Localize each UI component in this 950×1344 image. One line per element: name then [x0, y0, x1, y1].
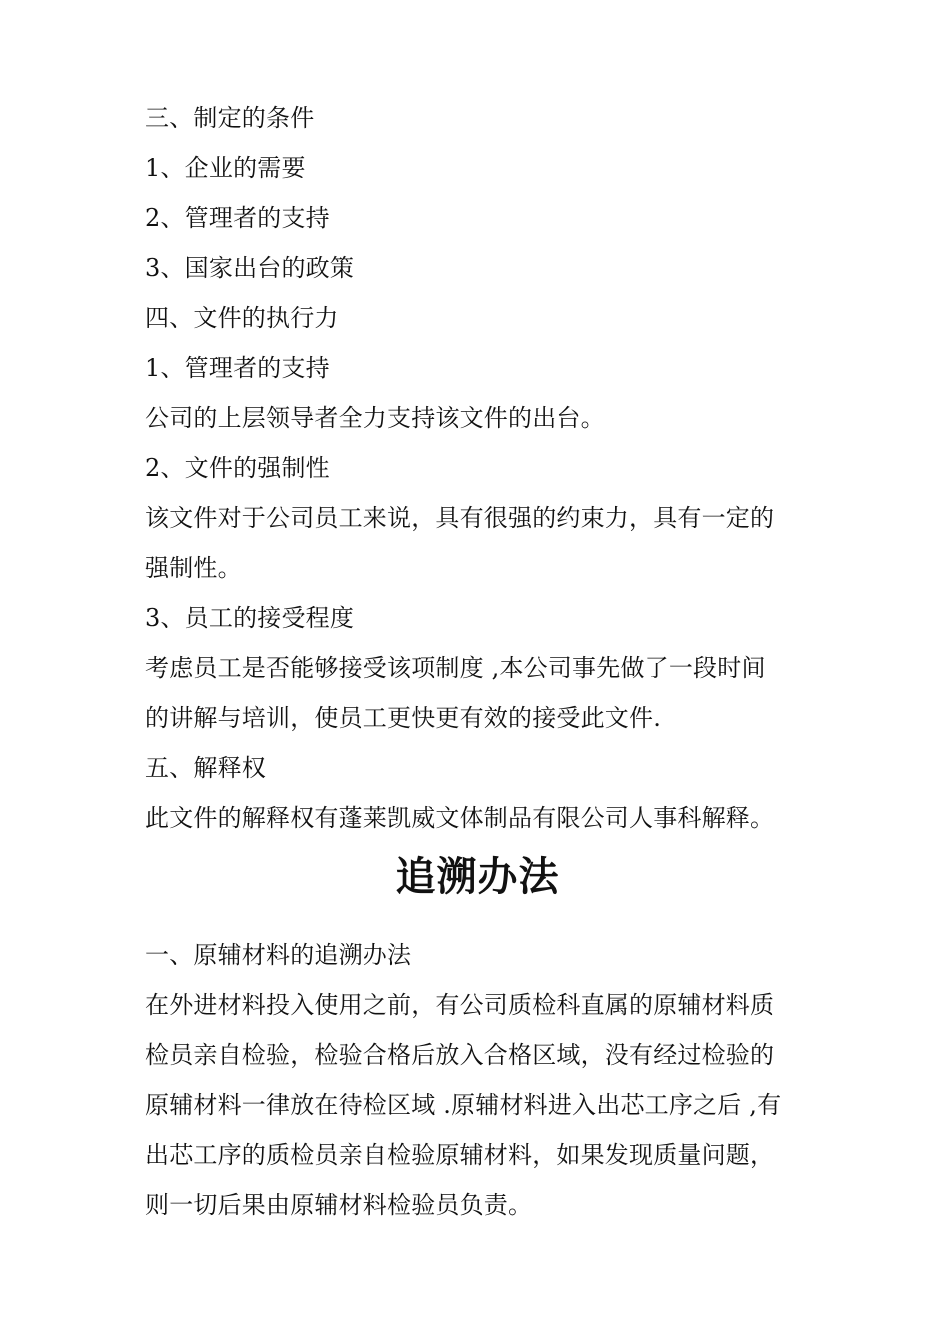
execution-item-2-title: 2、文件的强制性 — [145, 454, 330, 482]
section-heading-conditions: 三、制定的条件 — [145, 104, 315, 132]
execution-item-1-text: 公司的上层领导者全力支持该文件的出台。 — [145, 404, 605, 432]
traceability-text-line-2: 检员亲自检验，检验合格后放入合格区域，没有经过检验的 — [145, 1041, 775, 1069]
execution-item-1-title: 1、管理者的支持 — [145, 354, 330, 382]
section-heading-interpretation: 五、解释权 — [145, 754, 266, 782]
condition-item-2: 2、管理者的支持 — [145, 204, 330, 232]
traceability-text-line-1: 在外进材料投入使用之前，有公司质检科直属的原辅材料质 — [145, 991, 775, 1019]
condition-item-3: 3、国家出台的政策 — [145, 254, 355, 282]
execution-item-3-title: 3、员工的接受程度 — [145, 604, 355, 632]
traceability-text-line-5: 则一切后果由原辅材料检验员负责。 — [145, 1191, 533, 1219]
interpretation-text: 此文件的解释权有蓬莱凯威文体制品有限公司人事科解释。 — [145, 804, 775, 832]
section-heading-execution: 四、文件的执行力 — [145, 304, 339, 332]
execution-item-2-text-line-2: 强制性。 — [145, 554, 242, 582]
execution-item-2-text-line-1: 该文件对于公司员工来说，具有很强的约束力，具有一定的 — [145, 504, 775, 532]
traceability-text-line-4: 出芯工序的质检员亲自检验原辅材料，如果发现质量问题， — [145, 1141, 775, 1169]
execution-item-3-text-line-2: 的讲解与培训，使员工更快更有效的接受此文件. — [145, 704, 662, 732]
condition-item-1: 1、企业的需要 — [145, 154, 306, 182]
traceability-subheading-materials: 一、原辅材料的追溯办法 — [145, 941, 412, 969]
traceability-text-line-3: 原辅材料一律放在待检区域 .原辅材料进入出芯工序之后 ,有 — [145, 1091, 782, 1119]
page-title: 追溯办法 — [395, 854, 560, 900]
document-body — [145, 93, 810, 1230]
execution-item-3-text-line-1: 考虑员工是否能够接受该项制度 ,本公司事先做了一段时间 — [145, 654, 766, 682]
